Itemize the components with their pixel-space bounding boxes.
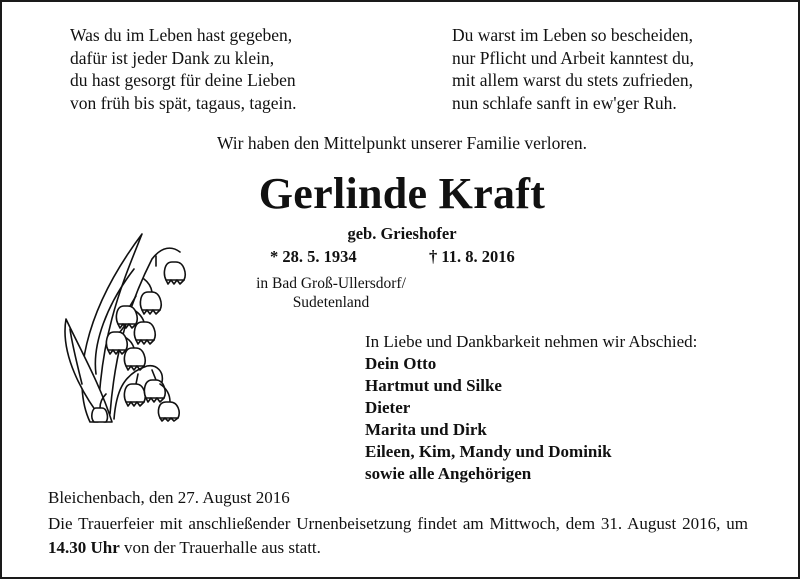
poem-left-line: du hast gesorgt für deine Lieben <box>70 70 296 90</box>
poem-right-line: nur Pflicht und Arbeit kanntest du, <box>452 47 695 68</box>
mourner-name: Dein Otto <box>365 354 437 373</box>
lily-of-the-valley-icon <box>52 224 187 424</box>
poem-right-line: nun schlafe sanft in ew'ger Ruh. <box>452 92 677 113</box>
service-text-before: Die Trauerfeier mit anschließender Urnenbeisetzung findet am Mittwoch, dem 31. August 2016, um <box>48 514 748 533</box>
birthplace-line: Sudetenland <box>292 294 370 311</box>
service-info <box>48 512 748 560</box>
poem-left <box>70 24 296 114</box>
poem-right-line: Du warst im Leben so bescheiden, <box>452 25 694 45</box>
mourner-name: Eileen, Kim, Mandy und Dominik <box>365 442 612 461</box>
mourners-block <box>365 331 697 485</box>
birth-date: * 28. 5. 1934 <box>270 247 357 266</box>
birthplace-line: in Bad Groß-Ullersdorf/ <box>256 275 406 292</box>
birthplace <box>248 274 414 312</box>
poem-left-line: von früh bis spät, tagaus, tagein. <box>70 92 297 113</box>
place-date: Bleichenbach, den 27. August 2016 <box>48 488 290 507</box>
poem-right-line: mit allem warst du stets zufrieden, <box>452 70 694 90</box>
maiden-name: geb. Grieshofer <box>347 224 457 243</box>
poem-right <box>452 24 694 114</box>
poem-left-line: Was du im Leben hast gegeben, <box>70 25 293 45</box>
mourner-name: Marita und Dirk <box>365 420 487 439</box>
mourner-name: sowie alle Angehörigen <box>365 464 532 483</box>
mourner-name: Dieter <box>365 398 411 417</box>
mourners-heading: In Liebe und Dankbarkeit nehmen wir Abschied: <box>365 332 698 351</box>
poem-left-line: dafür ist jeder Dank zu klein, <box>70 47 275 68</box>
deceased-name: Gerlinde Kraft <box>258 169 546 218</box>
intro-text: Wir haben den Mittelpunkt unserer Familie verloren. <box>216 133 588 153</box>
death-date: † 11. 8. 2016 <box>429 247 515 266</box>
service-text-after: von der Trauerhalle aus statt. <box>119 538 321 557</box>
mourner-name: Hartmut und Silke <box>365 376 502 395</box>
service-time: 14.30 Uhr <box>48 538 120 557</box>
